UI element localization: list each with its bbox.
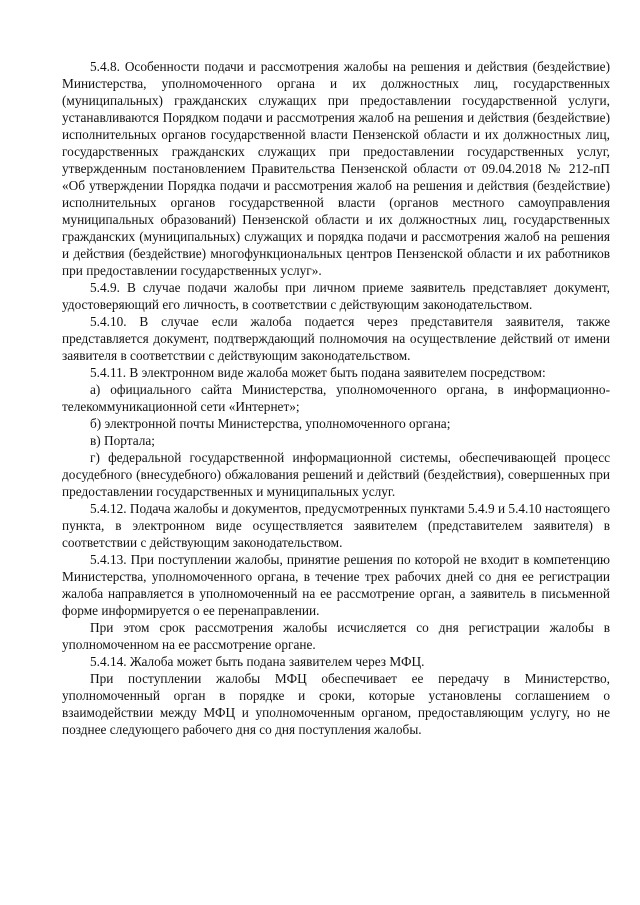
paragraph-5-4-14-mfc: При поступлении жалобы МФЦ обеспечивает ее передачу в Министерство, уполномоченный орган в порядке и сроки, которые установлены соглашением о взаимодействии между МФЦ и уполномоченным органом, предоставляющим услугу, но не позднее следующего рабочего дня со дня поступления жалобы. (62, 671, 610, 737)
paragraph-5-4-13: 5.4.13. При поступлении жалобы, принятие решения по которой не входит в компетенцию Министерства, уполномоченного органа, в течение трех рабочих дней со дня ее регистрации жалоба направляется в уполномоченный на ее рассмотрение орган, а заявитель в письменной форме информируется о ее перенаправлении. (62, 552, 610, 618)
list-item-g: г) федеральной государственной информационной системы, обеспечивающей процесс досудебного (внесудебного) обжалования решений и действий (бездействия), совершенных при предоставлении государственных и муниципальных услуг. (62, 450, 610, 499)
list-item-v: в) Портала; (90, 433, 155, 448)
paragraph-5-4-10: 5.4.10. В случае если жалоба подается через представителя заявителя, также представляется документ, подтверждающий полномочия на осуществление действий от имени заявителя в соответствии с действующим законодательством. (62, 314, 610, 363)
paragraph-5-4-12: 5.4.12. Подача жалобы и документов, предусмотренных пунктами 5.4.9 и 5.4.10 настоящего пункта, в электронном виде осуществляется заявителем (представителем заявителя) в соответствии с действующим законодательством. (62, 501, 610, 550)
list-item-b: б) электронной почты Министерства, уполномоченного органа; (90, 416, 451, 431)
paragraph-5-4-13-term: При этом срок рассмотрения жалобы исчисляется со дня регистрации жалобы в уполномоченном на ее рассмотрение органе. (62, 620, 610, 652)
paragraph-5-4-9: 5.4.9. В случае подачи жалобы при личном приеме заявитель представляет документ, удостоверяющий его личность, в соответствии с действующим законодательством. (62, 280, 610, 312)
paragraph-5-4-11: 5.4.11. В электронном виде жалоба может быть подана заявителем посредством: (90, 365, 546, 380)
list-item-a: а) официального сайта Министерства, уполномоченного органа, в информационно-телекоммуникационной сети «Интернет»; (62, 382, 610, 414)
paragraph-5-4-14: 5.4.14. Жалоба может быть подана заявителем через МФЦ. (90, 654, 425, 669)
document-page (62, 58, 610, 738)
paragraph-5-4-8: 5.4.8. Особенности подачи и рассмотрения жалобы на решения и действия (бездействие) Министерства, уполномоченного органа и их должностных лиц, государственных (муниципальных) гражданских служащих при предоставлении государственной услуги, устанавливаются Порядком подачи и рассмотрения жалоб на решения и действия (бездействие) исполнительных органов государственной власти Пензенской области и их должностных лиц, государственных гражданских служащих при предоставлении государственных услуг, утвержденным постановлением Правительства Пензенской области от 09.04.2018 № 212-пП «Об утверждении Порядка подачи и рассмотрения жалоб на решения и действия (бездействие) исполнительных органов государственной власти (органов местного самоуправления муниципальных образований) Пензенской области и их должностных лиц, государственных гражданских (муниципальных) служащих и порядка подачи и рассмотрения жалоб на решения и действия (бездействие) многофункциональных центров Пензенской области и их работников при предоставлении государственных услуг». (62, 59, 610, 278)
